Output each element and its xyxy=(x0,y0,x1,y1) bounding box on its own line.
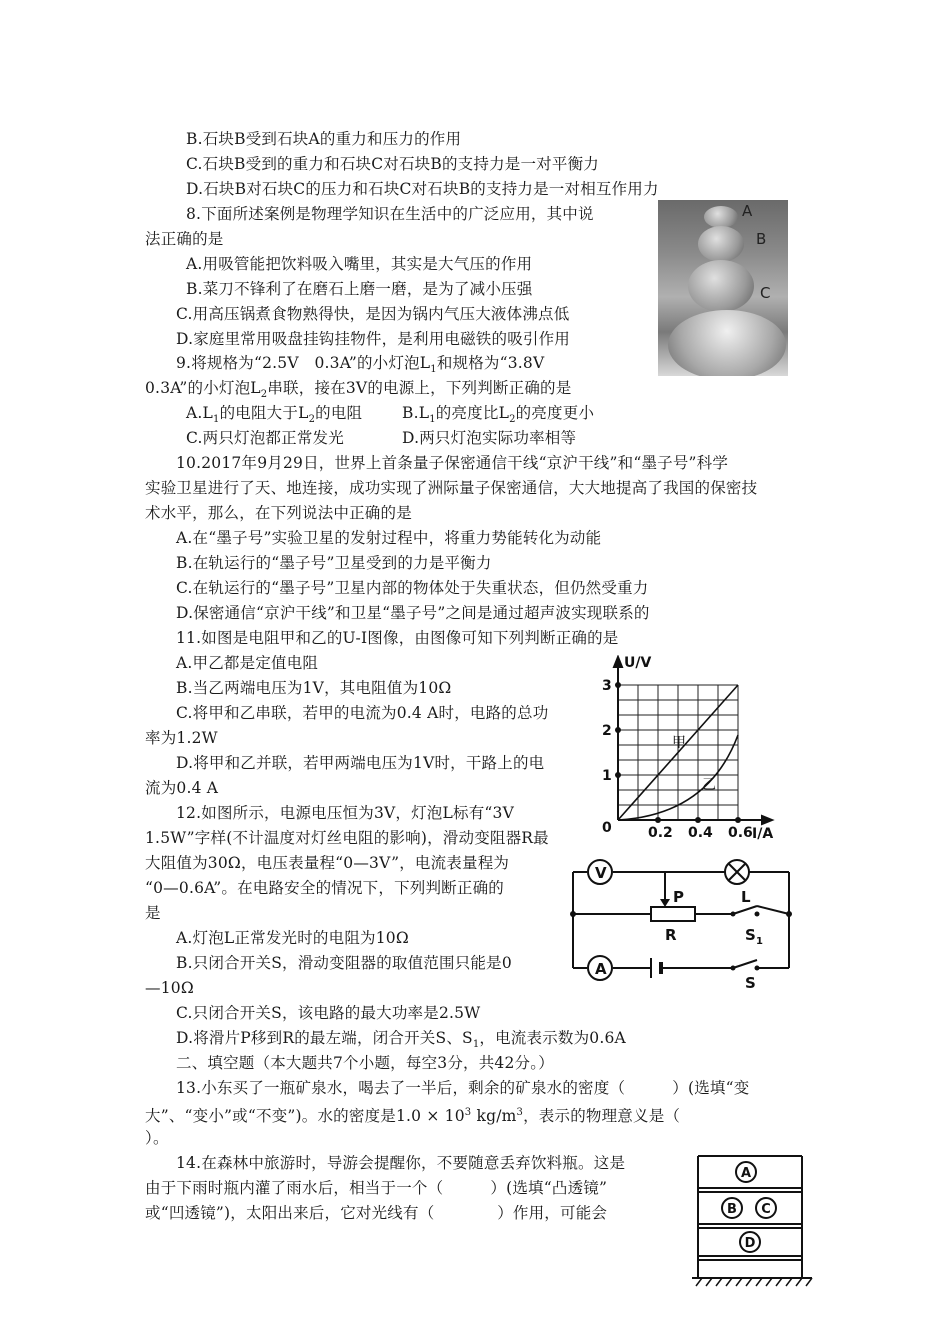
q12-option-d: D.将滑片P移到R的最左端，闭合开关S、$S_1$，电流表示数为0.6A xyxy=(176,1029,626,1051)
q12-stem-line2: 1.5W”字样(不计温度对灯丝电阻的影响)，滑动变阻器R最 xyxy=(145,829,549,847)
graph-label-jia: 甲 xyxy=(672,735,686,751)
q11-option-c-line2: 率为1.2W xyxy=(145,729,218,747)
q12-option-a: A.灯泡L正常发光时的电阻为10Ω xyxy=(176,929,409,947)
q12-stem-line4: “0—0.6A”。在电路安全的情况下，下列判断正确的 xyxy=(145,879,504,897)
graph-ytick-2: 2 xyxy=(602,723,612,739)
section-2-heading: 二、填空题（本大题共7个小题，每空3分，共42分。） xyxy=(176,1054,554,1072)
q8-stem-line2: 法正确的是 xyxy=(145,230,224,248)
shelf-figure xyxy=(690,1150,820,1290)
graph-xlabel: I/A xyxy=(752,826,774,840)
q9-option-d: D.两只灯泡实际功率相等 xyxy=(402,429,577,447)
q11-option-b: B.当乙两端电压为1V，其电阻值为10Ω xyxy=(176,679,452,697)
q11-option-c-line1: C.将甲和乙串联，若甲的电流为0.4 A时，电路的总功 xyxy=(176,704,549,722)
q14-line1: 14.在森林中旅游时，导游会提醒你，不要随意丢弃饮料瓶。这是 xyxy=(176,1154,626,1172)
q10-stem-line2: 实验卫星进行了天、地连接，成功实现了洲际量子保密通信，大大地提高了我国的保密技 xyxy=(145,479,758,497)
q9-stem-line1: 9.将规格为“2.5V 0.3A”的小灯泡$L_1$和规格为“3.8V xyxy=(176,354,545,376)
q8-stem-line1: 8.下面所述案例是物理学知识在生活中的广泛应用，其中说 xyxy=(186,205,594,223)
graph-origin: 0 xyxy=(602,820,612,836)
q10-option-a: A.在“墨子号”实验卫星的发射过程中，将重力势能转化为动能 xyxy=(176,529,602,547)
q13-line3: ）。 xyxy=(145,1129,169,1147)
q12-option-b-line2: —10Ω xyxy=(145,979,194,997)
circuit-diagram xyxy=(565,850,795,990)
q12-stem-line1: 12.如图所示，电源电压恒为3V，灯泡L标有“3V xyxy=(176,804,514,822)
resistor-label: R xyxy=(665,926,677,944)
graph-xtick-02: 0.2 xyxy=(648,825,673,840)
graph-xtick-06: 0.6 xyxy=(728,825,753,840)
q9-option-c: C.两只灯泡都正常发光 xyxy=(186,429,344,447)
bottle-label-a: A xyxy=(740,1166,752,1181)
q10-option-d: D.保密通信“京沪干线”和卫星“墨子号”之间是通过超声波实现联系的 xyxy=(176,604,650,622)
q10-option-b: B.在轨运行的“墨子号”卫星受到的力是平衡力 xyxy=(176,554,492,572)
q14-line2: 由于下雨时瓶内灌了雨水后，相当于一个（ ）(选填“凸透镜” xyxy=(145,1179,608,1197)
switch-s1-label: S xyxy=(745,926,756,944)
graph-ytick-1: 1 xyxy=(602,768,612,784)
q7-option-b: B.石块B受到石块A的重力和压力的作用 xyxy=(186,130,462,148)
photo-label-b: B xyxy=(756,230,767,248)
q13-line2: 大”、“变小”或“不变”)。水的密度是$1.0 \times 10^3$ $kg/m^3$，表示的物理意义是（ xyxy=(145,1107,681,1126)
q12-stem-line3: 大阻值为30Ω，电压表量程“0—3V”，电流表量程为 xyxy=(145,854,510,872)
q13-line1: 13.小东买了一瓶矿泉水，喝去了一半后，剩余的矿泉水的密度（ ）(选填“变 xyxy=(176,1079,750,1097)
graph-ytick-3: 3 xyxy=(602,678,612,694)
q10-stem-line3: 术水平，那么，在下列说法中正确的是 xyxy=(145,504,412,522)
slider-label: P xyxy=(673,888,684,906)
q12-option-c: C.只闭合开关S，该电路的最大功率是2.5W xyxy=(176,1004,481,1022)
lamp-label: L xyxy=(741,888,751,906)
q8-option-d: D.家庭里常用吸盘挂钩挂物件，是利用电磁铁的吸引作用 xyxy=(176,330,571,348)
q8-option-c: C.用高压锅煮食物熟得快，是因为锅内气压大液体沸点低 xyxy=(176,305,570,323)
photo-label-c: C xyxy=(760,284,771,302)
q8-option-a: A.用吸管能把饮料吸入嘴里，其实是大气压的作用 xyxy=(186,255,533,273)
switch-s-label: S xyxy=(745,974,756,990)
q7-option-d: D.石块B对石块C的压力和石块C对石块B的支持力是一对相互作用力 xyxy=(186,180,659,198)
graph-label-yi: 乙 xyxy=(702,777,716,793)
q12-stem-line5: 是 xyxy=(145,904,161,922)
q9-option-b: $B.L_1$的亮度比$L_2$的亮度更小 xyxy=(402,404,595,426)
voltmeter-label: V xyxy=(595,864,607,882)
bottle-label-c: C xyxy=(761,1202,771,1217)
q11-option-d-line1: D.将甲和乙并联，若甲两端电压为1V时，干路上的电 xyxy=(176,754,545,772)
q10-stem-line1: 10.2017年9月29日，世界上首条量子保密通信干线“京沪干线”和“墨子号”科学 xyxy=(176,454,729,472)
q11-option-a: A.甲乙都是定值电阻 xyxy=(176,654,319,672)
graph-ylabel: U/V xyxy=(624,655,652,671)
q9-option-a: $A.L_1$的电阻大于$L_2$的电阻 xyxy=(186,404,363,426)
ui-graph xyxy=(598,655,788,840)
bottle-label-d: D xyxy=(744,1236,756,1251)
q7-option-c: C.石块B受到的重力和石块C对石块B的支持力是一对平衡力 xyxy=(186,155,599,173)
stacked-stones-photo xyxy=(658,200,788,376)
q14-line3: 或“凹透镜”)，太阳出来后，它对光线有（ ）作用，可能会 xyxy=(145,1204,608,1222)
ammeter-label: A xyxy=(595,960,607,978)
q12-option-b-line1: B.只闭合开关S，滑动变阻器的取值范围只能是0 xyxy=(176,954,512,972)
photo-label-a: A xyxy=(742,202,753,220)
switch-s1-sub: 1 xyxy=(756,936,763,947)
q10-option-c: C.在轨运行的“墨子号”卫星内部的物体处于失重状态，但仍然受重力 xyxy=(176,579,649,597)
bottle-label-b: B xyxy=(727,1202,737,1217)
q9-stem-line2: 0.3A”的小灯泡$L_2$串联，接在3V的电源上，下列判断正确的是 xyxy=(145,379,572,401)
q8-option-b: B.菜刀不锋利了在磨石上磨一磨，是为了减小压强 xyxy=(186,280,533,298)
q11-stem: 11.如图是电阻甲和乙的U-I图像，由图像可知下列判断正确的是 xyxy=(176,629,619,647)
graph-xtick-04: 0.4 xyxy=(688,825,713,840)
q11-option-d-line2: 流为0.4 A xyxy=(145,779,219,797)
